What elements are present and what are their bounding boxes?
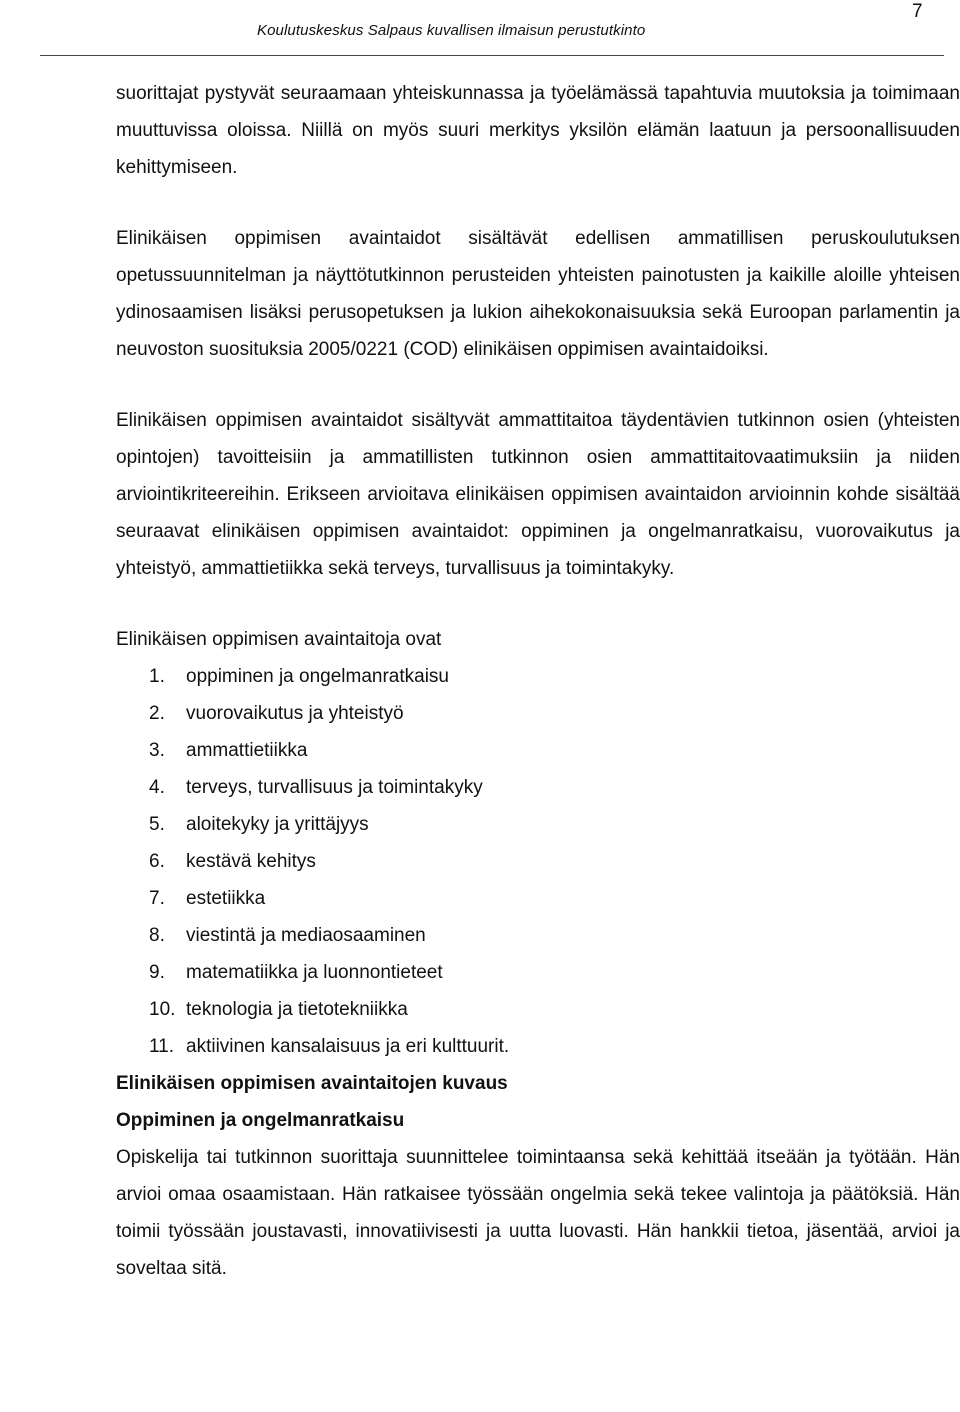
list-item-number: 6. <box>149 851 165 872</box>
list-item-text: terveys, turvallisuus ja toimintakyky <box>186 777 483 798</box>
list-item-text: viestintä ja mediaosaaminen <box>186 925 426 946</box>
list-item-number: 2. <box>149 703 165 724</box>
list-item <box>116 769 960 806</box>
list-item <box>116 991 960 1028</box>
list-item-text: aktiivinen kansalaisuus ja eri kulttuurit. <box>186 1036 510 1057</box>
list-item-number: 10. <box>149 999 176 1020</box>
paragraph-continuation: suorittajat pystyvät seuraamaan yhteiskunnassa ja työelämässä tapahtuvia muutoksia ja toimimaan muuttuvissa oloissa. Niillä on myös suuri merkitys yksilön elämän laatuun ja persoonallisuuden kehittymiseen. <box>116 83 960 178</box>
paragraph-avaintaidot-sisaltyvat: Elinikäisen oppimisen avaintaidot sisältyvät ammattitaitoa täydentävien tutkinnon osien (yhteisten opintojen) tavoitteisiin ja ammatillisten tutkinnon osien ammattitaitovaatimuksiin ja niiden arviointikriteereihin. Erikseen arvioitava elinikäisen oppimisen avaintaidon arvioinnin kohde sisältää seuraavat elinikäisen oppimisen avaintaidot: oppiminen ja ongelmanratkaisu, vuorovaikutus ja yhteistyö, ammattietiikka sekä terveys, turvallisuus ja toimintakyky. <box>116 410 960 579</box>
list-item-text: ammattietiikka <box>186 740 308 761</box>
list-item <box>116 954 960 991</box>
list-item-text: aloitekyky ja yrittäjyys <box>186 814 369 835</box>
list-item <box>116 732 960 769</box>
list-item <box>116 806 960 843</box>
list-item-number: 1. <box>149 666 165 687</box>
list-item-text: kestävä kehitys <box>186 851 316 872</box>
list-item-number: 11. <box>149 1036 175 1057</box>
list-item-number: 3. <box>149 740 165 761</box>
list-item-text: vuorovaikutus ja yhteistyö <box>186 703 404 724</box>
list-item-text: estetiikka <box>186 888 266 909</box>
list-item-number: 5. <box>149 814 165 835</box>
list-item-text: teknologia ja tietotekniikka <box>186 999 408 1020</box>
list-item-number: 4. <box>149 777 165 798</box>
section-subheading: Oppiminen ja ongelmanratkaisu <box>116 1110 405 1131</box>
list-item-text: oppiminen ja ongelmanratkaisu <box>186 666 449 687</box>
list-item-number: 7. <box>149 888 165 909</box>
header-divider <box>40 55 944 56</box>
list-item <box>116 917 960 954</box>
list-item <box>116 658 960 695</box>
document-header-title: Koulutuskeskus Salpaus kuvallisen ilmaisun perustutkinto <box>257 22 646 39</box>
list-item <box>116 1028 960 1065</box>
list-item <box>116 843 960 880</box>
list-intro: Elinikäisen oppimisen avaintaitoja ovat <box>116 629 442 650</box>
page-number: 7 <box>912 1 923 22</box>
list-item <box>116 880 960 917</box>
list-item-number: 9. <box>149 962 165 983</box>
paragraph-avaintaidot-sisaltavat: Elinikäisen oppimisen avaintaidot sisältävät edellisen ammatillisen peruskoulutuksen opetussuunnitelman ja näyttötutkinnon perusteiden yhteisten painotusten ja kaikille aloille yhteisen ydinosaamisen lisäksi perusopetuksen ja lukion aihekokonaisuuksia sekä Euroopan parlamentin ja neuvoston suosituksia 2005/0221 (COD) elinikäisen oppimisen avaintaidoiksi. <box>116 228 960 360</box>
document-body <box>116 75 960 1287</box>
avaintaidot-list <box>116 658 960 1065</box>
paragraph-oppiminen-kuvaus: Opiskelija tai tutkinnon suorittaja suunnittelee toimintaansa sekä kehittää itseään ja työtään. Hän arvioi omaa osaamistaan. Hän ratkaisee työssään ongelmia sekä tekee valintoja ja päätöksiä. Hän toimii työssään joustavasti, innovatiivisesti ja uutta luovasti. Hän hankkii tietoa, jäsentää, arvioi ja soveltaa sitä. <box>116 1147 960 1279</box>
list-item-number: 8. <box>149 925 165 946</box>
list-item-text: matematiikka ja luonnontieteet <box>186 962 443 983</box>
section-heading: Elinikäisen oppimisen avaintaitojen kuvaus <box>116 1073 508 1094</box>
list-item <box>116 695 960 732</box>
